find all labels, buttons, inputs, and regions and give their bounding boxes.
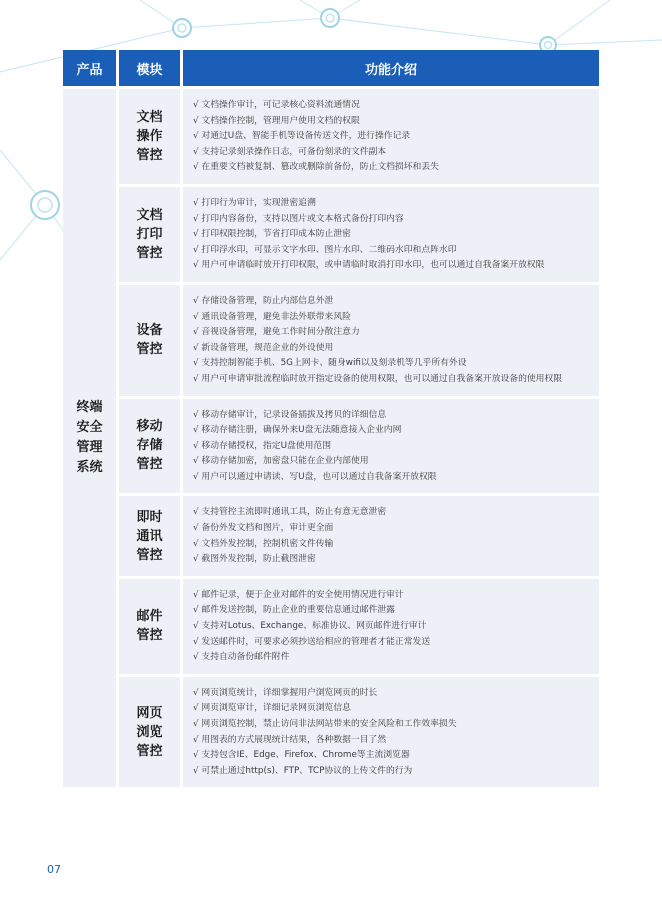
feature-item: √ 对通过U盘、智能手机等设备传送文件，进行操作记录 <box>193 131 411 142</box>
module-cell <box>119 187 180 282</box>
module-cell <box>119 677 180 788</box>
table-row <box>119 496 599 575</box>
feature-item: √ 移动存储授权，指定U盘使用范围 <box>193 440 331 451</box>
feature-item: √ 文档操作控制，管理用户使用文档的权限 <box>193 115 360 126</box>
feature-item: √ 用户可申请临时放开打印权限，或申请临时取消打印水印，也可以通过自我备案开放权限 <box>193 260 545 271</box>
table-row <box>119 89 599 184</box>
table-row <box>119 285 599 396</box>
feature-item: √ 移动存储注册，确保外来U盘无法随意接入企业内网 <box>193 425 402 436</box>
feature-item: √ 支持包含IE、Edge、Firefox、Chrome等主流浏览器 <box>193 750 410 761</box>
feature-item: √ 可禁止通过http(s)、FTP、TCP协议的上传文件的行为 <box>193 765 413 776</box>
product-name-cell <box>63 89 116 787</box>
feature-list <box>183 579 599 674</box>
feature-item: √ 通讯设备管理，避免非法外联带来风险 <box>193 311 351 322</box>
module-cell <box>119 496 180 575</box>
feature-item: √ 截图外发控制，防止截图泄密 <box>193 554 316 565</box>
feature-item: √ 存储设备管理，防止内部信息外泄 <box>193 295 334 306</box>
header-module: 模块 <box>119 50 180 86</box>
module-name: 文档操作管控 <box>136 109 163 163</box>
feature-item: √ 移动存储审计，记录设备插拔及拷贝的详细信息 <box>193 409 387 420</box>
feature-item: √ 支持控制智能手机、5G上网卡、随身wifi以及刻录机等几乎所有外设 <box>193 358 467 369</box>
feature-item: √ 邮件发送控制，防止企业的重要信息通过邮件泄露 <box>193 605 395 616</box>
table-row <box>119 399 599 494</box>
page-number: 07 <box>47 863 61 876</box>
feature-item: √ 文档操作审计，可记录核心资料流通情况 <box>193 100 360 110</box>
module-name: 邮件管控 <box>136 609 163 644</box>
feature-list <box>183 496 599 575</box>
header-product: 产品 <box>63 50 116 86</box>
feature-item: √ 打印权限控制，节省打印成本防止泄密 <box>193 229 351 240</box>
feature-item: √ 打印行为审计，实现泄密追溯 <box>193 197 316 208</box>
feature-item: √ 网页浏览审计，详细记录网页浏览信息 <box>193 703 351 714</box>
module-rows <box>119 86 599 787</box>
module-name: 移动存储管控 <box>136 419 163 473</box>
module-cell <box>119 579 180 674</box>
feature-item: √ 网页浏览控制，禁止访问非法网站带来的安全风险和工作效率损失 <box>193 719 457 729</box>
feature-item: √ 发送邮件时，可要求必须抄送给相应的管理者才能正常发送 <box>193 636 431 647</box>
product-name: 终端安全管理系统 <box>76 400 103 476</box>
feature-list <box>183 285 599 396</box>
feature-item: √ 支持管控主流即时通讯工具，防止有意无意泄密 <box>193 507 387 518</box>
feature-item: √ 支持自动备份邮件附件 <box>193 652 290 663</box>
feature-item: √ 支持对Lotus、Exchange、标准协议、网页邮件进行审计 <box>193 621 427 632</box>
feature-item: √ 支持记录刻录操作日志，可备份刻录的文件副本 <box>193 146 387 157</box>
feature-item: √ 新设备管理，规范企业的外设使用 <box>193 342 334 353</box>
feature-item: √ 网页浏览统计，详细掌握用户浏览网页的时长 <box>193 687 378 698</box>
feature-item: √ 文档外发控制，控制机密文件传输 <box>193 538 334 549</box>
module-cell <box>119 89 180 184</box>
feature-list <box>183 187 599 282</box>
feature-item: √ 邮件记录，便于企业对邮件的安全使用情况进行审计 <box>193 589 404 600</box>
table-row <box>119 579 599 674</box>
feature-item: √ 备份外发文档和图片，审计更全面 <box>193 523 334 534</box>
header-features: 功能介绍 <box>183 50 599 86</box>
feature-item: √ 音视设备管理，避免工作时间分散注意力 <box>193 327 360 338</box>
table-row <box>119 187 599 282</box>
feature-table <box>63 50 599 787</box>
module-name: 网页浏览管控 <box>136 705 163 759</box>
feature-item: √ 打印浮水印，可显示文字水印、图片水印、二维码水印和点阵水印 <box>193 244 457 255</box>
table-row <box>119 677 599 788</box>
feature-item: √ 用户可申请审批流程临时放开指定设备的使用权限，也可以通过自我备案开放设备的使用权限 <box>193 373 563 384</box>
feature-item: √ 用户可以通过申请读、写U盘，也可以通过自我备案开放权限 <box>193 471 437 482</box>
feature-list <box>183 677 599 788</box>
module-cell <box>119 285 180 396</box>
module-name: 设备管控 <box>136 323 163 358</box>
module-name: 文档打印管控 <box>136 207 163 261</box>
feature-item: √ 打印内容备份，支持以图片或文本格式备份打印内容 <box>193 213 404 224</box>
feature-item: √ 用图表的方式展现统计结果，各种数据一目了然 <box>193 734 387 745</box>
feature-list <box>183 399 599 494</box>
module-name: 即时通讯管控 <box>136 509 163 563</box>
feature-item: √ 移动存储加密，加密盘只能在企业内部使用 <box>193 456 369 467</box>
feature-list <box>183 89 599 184</box>
feature-item: √ 在重要文档被复制、篡改或删除前备份，防止文档损坏和丢失 <box>193 162 439 173</box>
module-cell <box>119 399 180 494</box>
